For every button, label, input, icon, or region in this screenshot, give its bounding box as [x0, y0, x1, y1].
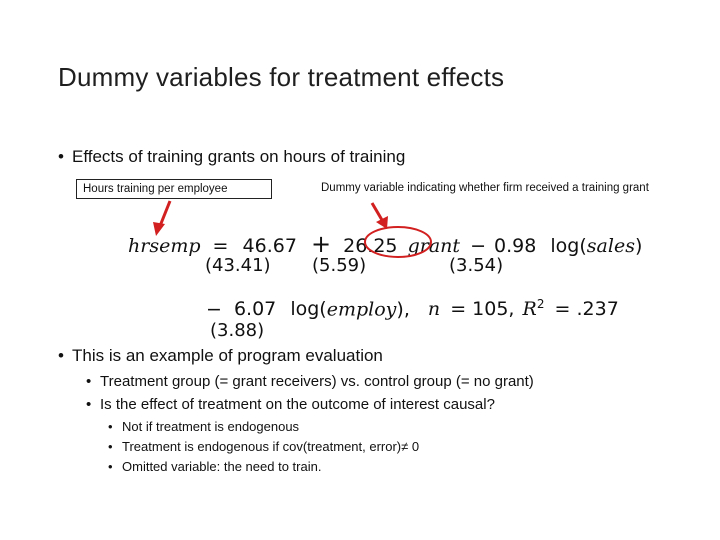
- se-employ: (3.88): [210, 320, 265, 341]
- callout-hours-training: Hours training per employee: [76, 179, 272, 199]
- bullet-dot: •: [58, 346, 64, 365]
- eq-minus: −: [470, 235, 486, 257]
- subsub-bullet-cov: [108, 439, 419, 454]
- bullet-dot: •: [108, 419, 113, 434]
- eq-n-value: = 105,: [450, 298, 515, 321]
- se-grant: (5.59): [312, 255, 367, 276]
- grant-circle: [365, 227, 431, 257]
- bullet-text: Effects of training grants on hours of training: [72, 147, 406, 166]
- eq-r2-sup: 2: [536, 297, 545, 311]
- eq-equals: =: [212, 235, 229, 257]
- eq-intercept: 46.67: [242, 235, 297, 257]
- eq-log-open: log(: [550, 235, 587, 257]
- eq-minus-2: −: [206, 298, 222, 321]
- bullet-text: Not if treatment is endogenous: [122, 419, 300, 434]
- bullet-dot: •: [108, 439, 113, 454]
- eq-n: n: [427, 298, 441, 321]
- bullet-program-evaluation: [58, 346, 383, 366]
- eq-lhs: hrsemp: [128, 235, 201, 257]
- slide-title: Dummy variables for treatment effects: [58, 62, 505, 92]
- arrow-left-shaft: [160, 201, 170, 226]
- eq-coef-sales: 0.98: [494, 235, 537, 257]
- subsub-bullet-omitted: [108, 459, 321, 474]
- eq-r2-value: = .237: [554, 298, 619, 321]
- sub-bullet-causal: [86, 396, 495, 413]
- bullet-text: Treatment is endogenous if cov(treatment, error)≠ 0: [122, 439, 420, 454]
- bullet-text: Treatment group (= grant receivers) vs. control group (= no grant): [100, 373, 534, 390]
- eq-close: ): [634, 235, 643, 257]
- eq-log-open-2: log(: [290, 298, 327, 321]
- arrow-left-head: [153, 222, 165, 236]
- bullet-dot: •: [58, 147, 64, 166]
- bullet-text: This is an example of program evaluation: [72, 346, 383, 365]
- sub-bullet-treatment-group: [86, 373, 534, 390]
- subsub-bullet-endogenous: [108, 419, 299, 434]
- bullet-dot: •: [86, 396, 92, 413]
- eq-r2: R: [522, 298, 537, 321]
- arrow-right-shaft: [372, 203, 382, 220]
- bullet-text: Omitted variable: the need to train.: [122, 459, 322, 474]
- eq-plus: +: [310, 230, 332, 258]
- eq-coef-employ: 6.07: [233, 298, 277, 321]
- se-intercept: (43.41): [205, 255, 271, 276]
- callout-dummy-variable: Dummy variable indicating whether firm received a training grant: [321, 182, 649, 194]
- bullet-dot: •: [108, 459, 113, 474]
- eq-grant: grant: [407, 235, 461, 257]
- eq-employ: employ: [326, 298, 397, 321]
- bullet-dot: •: [86, 373, 92, 390]
- eq-close-2: ),: [396, 298, 410, 321]
- bullet-text: Is the effect of treatment on the outcome of interest causal?: [100, 396, 495, 413]
- eq-coef-grant: 26.25: [343, 235, 398, 257]
- se-sales: (3.54): [449, 255, 504, 276]
- eq-sales: sales: [586, 235, 635, 257]
